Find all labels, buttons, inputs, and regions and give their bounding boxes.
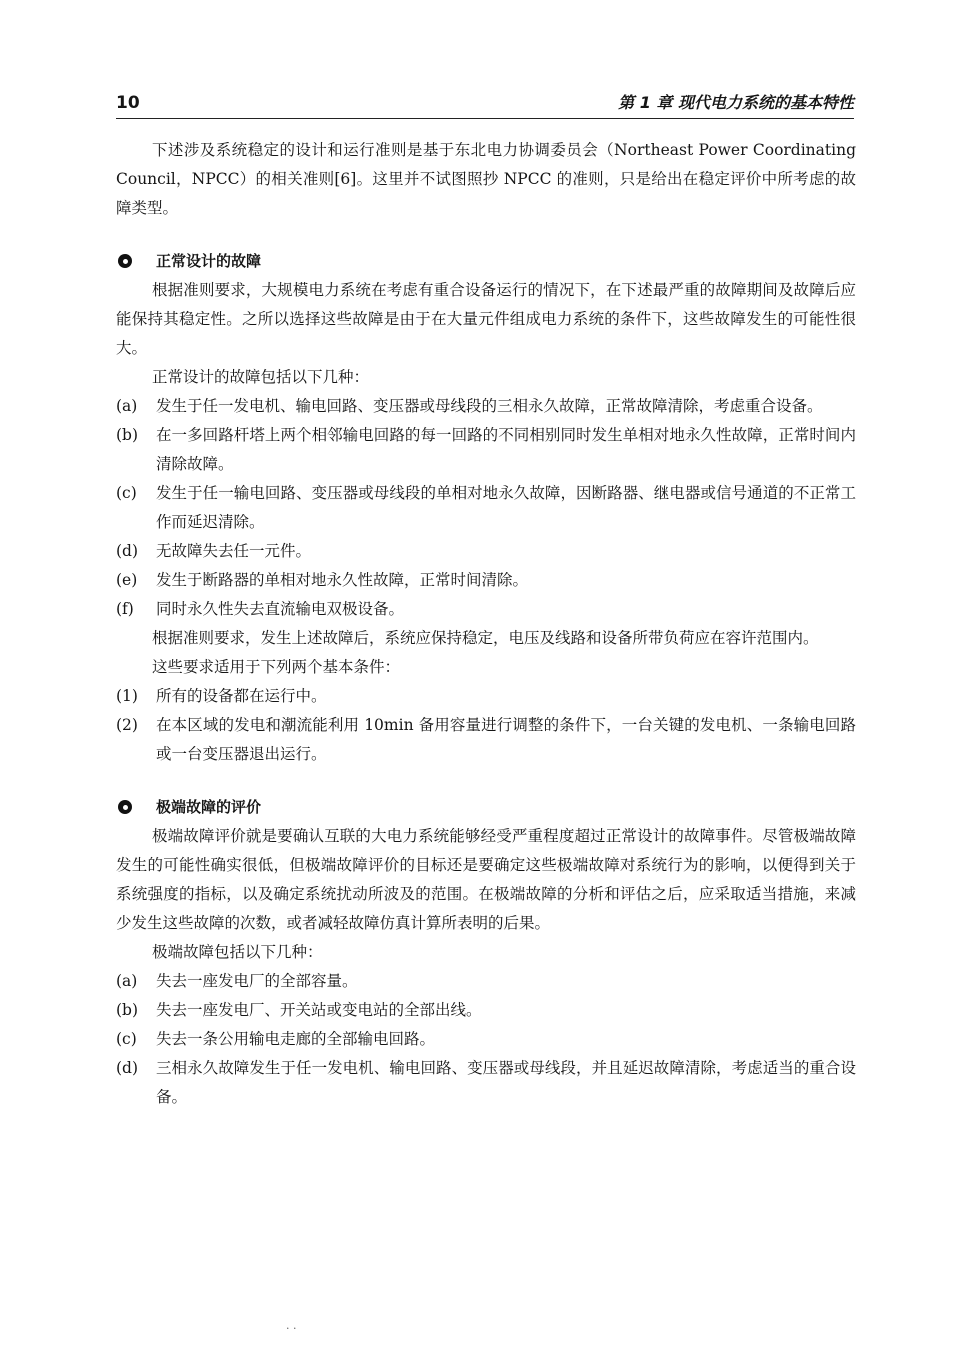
chapter-title: 第 1 章 现代电力系统的基本特性 bbox=[618, 93, 854, 112]
list-item-text: 失去一座发电厂的全部容量。 bbox=[156, 972, 358, 990]
page-body bbox=[116, 136, 856, 1112]
list-marker: (c) bbox=[116, 484, 137, 502]
list-marker: (b) bbox=[116, 426, 139, 444]
paragraph: 根据准则要求，大规模电力系统在考虑有重合设备运行的情况下，在下述最严重的故障期间及故障后应能保持其稳定性。之所以选择这些故障是由于在大量元件组成电力系统的条件下，这些故障发生的可能性很大。 bbox=[116, 281, 856, 357]
section-heading-text: 极端故障的评价 bbox=[156, 798, 262, 816]
condition-item bbox=[116, 682, 856, 711]
condition-item bbox=[116, 711, 856, 769]
list-marker: (d) bbox=[116, 542, 139, 560]
list-item-text: 发生于任一发电机、输电回路、变压器或母线段的三相永久故障，正常故障清除，考虑重合设备。 bbox=[156, 397, 823, 415]
bullet-icon bbox=[118, 800, 132, 814]
list-item bbox=[116, 566, 856, 595]
list-item-text: 发生于任一输电回路、变压器或母线段的单相对地永久故障，因断路器、继电器或信号通道的不正常工作而延迟清除。 bbox=[156, 484, 856, 531]
paragraph: 极端故障评价就是要确认互联的大电力系统能够经受严重程度超过正常设计的故障事件。尽管极端故障发生的可能性确实很低，但极端故障评价的目标还是要确定这些极端故障对系统行为的影响，以便得到关于系统强度的指标，以及确定系统扰动所波及的范围。在极端故障的分析和评估之后，应采取适当措施，来减少发生这些故障的次数，或者减轻故障仿真计算所表明的后果。 bbox=[116, 827, 856, 932]
list-item-text: 同时永久性失去直流输电双极设备。 bbox=[156, 600, 405, 618]
intro-paragraph: 下述涉及系统稳定的设计和运行准则是基于东北电力协调委员会（Northeast Power Coordinating Council，NPCC）的相关准则[6]。这里并不试图照抄 NPCC 的准则，只是给出在稳定评价中所考虑的故障类型。 bbox=[116, 141, 856, 217]
list-item-text: 在一多回路杆塔上两个相邻输电回路的每一回路的不同相别同时发生单相对地永久性故障，正常时间内清除故障。 bbox=[156, 426, 856, 473]
list-item-text: 发生于断路器的单相对地永久性故障，正常时间清除。 bbox=[156, 571, 529, 589]
list-marker: (e) bbox=[116, 571, 138, 589]
list-marker: (1) bbox=[116, 687, 138, 705]
paragraph: 正常设计的故障包括以下几种： bbox=[152, 368, 370, 386]
list-item bbox=[116, 1054, 856, 1112]
page-number: 10 bbox=[116, 93, 140, 113]
list-marker: (f) bbox=[116, 600, 134, 618]
list-item-text: 失去一条公用输电走廊的全部输电回路。 bbox=[156, 1030, 436, 1048]
list-item bbox=[116, 996, 856, 1025]
list-marker: (a) bbox=[116, 397, 138, 415]
list-item bbox=[116, 392, 856, 421]
list-item bbox=[116, 537, 856, 566]
list-marker: (2) bbox=[116, 716, 138, 734]
list-item-text: 所有的设备都在运行中。 bbox=[156, 687, 327, 705]
list-marker: (c) bbox=[116, 1030, 137, 1048]
section-heading-text: 正常设计的故障 bbox=[156, 252, 262, 270]
list-item-text: 在本区域的发电和潮流能利用 10min 备用容量进行调整的条件下，一台关键的发电机、一条输电回路或一台变压器退出运行。 bbox=[156, 716, 856, 763]
list-marker: (b) bbox=[116, 1001, 139, 1019]
list-item bbox=[116, 1025, 856, 1054]
footer-mark: · · bbox=[286, 1322, 297, 1335]
list-item bbox=[116, 479, 856, 537]
list-item-text: 失去一座发电厂、开关站或变电站的全部出线。 bbox=[156, 1001, 482, 1019]
list-marker: (a) bbox=[116, 972, 138, 990]
paragraph: 这些要求适用于下列两个基本条件： bbox=[152, 658, 401, 676]
list-item bbox=[116, 421, 856, 479]
list-marker: (d) bbox=[116, 1059, 139, 1077]
list-item-text: 无故障失去任一元件。 bbox=[156, 542, 312, 560]
list-item bbox=[116, 595, 856, 624]
page-header bbox=[116, 92, 854, 119]
section-heading-normal-design bbox=[116, 247, 856, 276]
bullet-icon bbox=[118, 254, 132, 268]
section-heading-extreme bbox=[116, 793, 856, 822]
paragraph: 根据准则要求，发生上述故障后，系统应保持稳定，电压及线路和设备所带负荷应在容许范围内。 bbox=[152, 629, 819, 647]
paragraph: 极端故障包括以下几种： bbox=[152, 943, 323, 961]
list-item bbox=[116, 967, 856, 996]
list-item-text: 三相永久故障发生于任一发电机、输电回路、变压器或母线段，并且延迟故障清除，考虑适当的重合设备。 bbox=[156, 1059, 856, 1106]
